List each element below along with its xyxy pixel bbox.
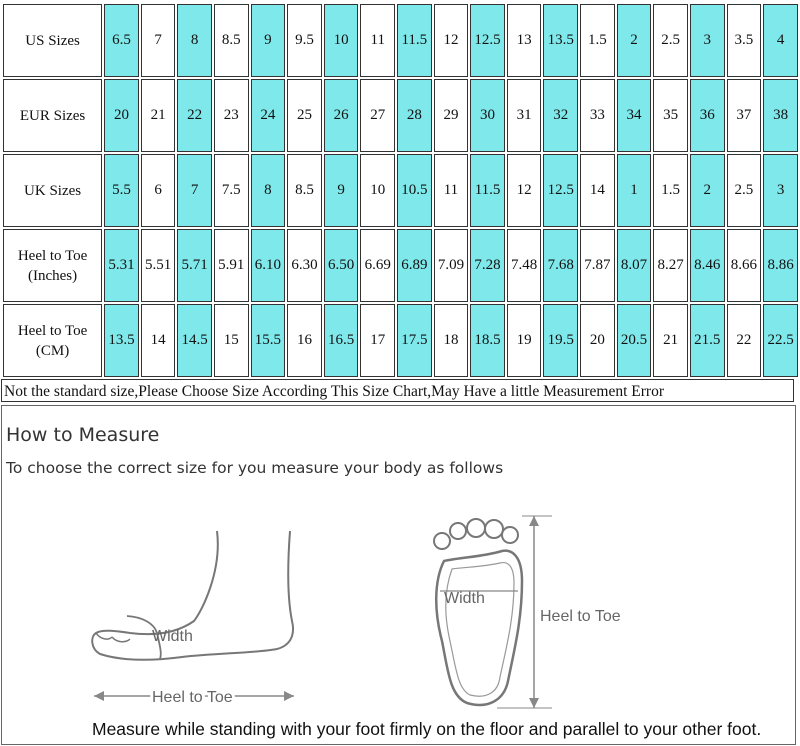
- size-cell: 6.10: [251, 229, 286, 302]
- size-cell: 32: [543, 79, 578, 152]
- size-cell: 13.5: [104, 304, 139, 377]
- size-cell: 8.5: [287, 154, 322, 227]
- toe-2: [450, 523, 466, 539]
- side-length-arrowhead-left: [94, 691, 104, 701]
- size-cell: 20: [104, 79, 139, 152]
- size-cell: 6.69: [360, 229, 395, 302]
- side-width-label: Width: [152, 628, 193, 645]
- size-cell: 22.5: [763, 304, 798, 377]
- size-cell: 37: [727, 79, 762, 152]
- size-row: [3, 154, 798, 227]
- size-cell: 21: [653, 304, 688, 377]
- row-label-line: Heel to Toe: [17, 247, 88, 264]
- size-cell: 6.89: [397, 229, 432, 302]
- size-cell: 14.5: [177, 304, 212, 377]
- row-label: [3, 229, 102, 302]
- size-cell: 8.66: [727, 229, 762, 302]
- size-row: [3, 4, 798, 77]
- sole-outline: [436, 551, 522, 705]
- size-cell: 25: [287, 79, 322, 152]
- top-length-arrowhead-down: [529, 698, 539, 708]
- size-cell: 5.51: [141, 229, 176, 302]
- row-label: [3, 79, 102, 152]
- size-cell: 2.5: [653, 4, 688, 77]
- top-width-label: Width: [444, 590, 485, 607]
- how-to-measure-title: How to Measure: [6, 424, 160, 446]
- size-cell: 17.5: [397, 304, 432, 377]
- size-cell: 13: [507, 4, 542, 77]
- size-cell: 7: [141, 4, 176, 77]
- size-cell: 36: [690, 79, 725, 152]
- size-cell: 7.87: [580, 229, 615, 302]
- size-row: [3, 79, 798, 152]
- row-label: [3, 154, 102, 227]
- size-cell: 12.5: [470, 4, 505, 77]
- size-cell: 24: [251, 79, 286, 152]
- size-cell: 20: [580, 304, 615, 377]
- size-cell: 10: [324, 4, 359, 77]
- size-cell: 3: [763, 154, 798, 227]
- size-cell: 19: [507, 304, 542, 377]
- size-cell: 2.5: [727, 154, 762, 227]
- toe-4: [485, 520, 503, 538]
- row-label-line: US Sizes: [25, 32, 80, 49]
- size-cell: 1.5: [580, 4, 615, 77]
- size-cell: 8.07: [617, 229, 652, 302]
- toe-3: [467, 519, 485, 537]
- size-cell: 1.5: [653, 154, 688, 227]
- size-cell: 8.86: [763, 229, 798, 302]
- size-cell: 35: [653, 79, 688, 152]
- size-cell: 22: [177, 79, 212, 152]
- size-cell: 4: [763, 4, 798, 77]
- row-label-line: UK Sizes: [24, 182, 82, 199]
- row-label: [3, 4, 102, 77]
- size-cell: 31: [507, 79, 542, 152]
- size-cell: 7.68: [543, 229, 578, 302]
- size-cell: 11.5: [470, 154, 505, 227]
- size-cell: 18.5: [470, 304, 505, 377]
- size-disclaimer: Not the standard size,Please Choose Size According This Size Chart,May Have a little Measurement Error: [1, 379, 794, 402]
- size-cell: 8.27: [653, 229, 688, 302]
- size-cell: 8.46: [690, 229, 725, 302]
- size-table: [1, 2, 800, 379]
- size-cell: 30: [470, 79, 505, 152]
- size-cell: 19.5: [543, 304, 578, 377]
- size-cell: 9: [324, 154, 359, 227]
- row-label-line: (Inches): [28, 267, 78, 284]
- size-cell: 8.5: [214, 4, 249, 77]
- foot-top-view-diagram: [422, 511, 672, 711]
- toe-1: [434, 533, 450, 549]
- size-cell: 17: [360, 304, 395, 377]
- size-cell: 16.5: [324, 304, 359, 377]
- size-cell: 14: [141, 304, 176, 377]
- foot-side-view-diagram: [82, 521, 322, 711]
- size-cell: 10: [360, 154, 395, 227]
- size-cell: 5.91: [214, 229, 249, 302]
- size-cell: 34: [617, 79, 652, 152]
- size-cell: 7: [177, 154, 212, 227]
- size-cell: 13.5: [543, 4, 578, 77]
- size-cell: 7.48: [507, 229, 542, 302]
- size-cell: 3: [690, 4, 725, 77]
- row-label-line: Heel to Toe: [17, 322, 88, 339]
- size-cell: 11: [434, 154, 469, 227]
- size-cell: 15: [214, 304, 249, 377]
- size-cell: 26: [324, 79, 359, 152]
- size-cell: 33: [580, 79, 615, 152]
- size-cell: 7.28: [470, 229, 505, 302]
- sole-inner-outline: [446, 563, 514, 697]
- foot-toes-line: [96, 633, 130, 642]
- size-cell: 11: [360, 4, 395, 77]
- size-cell: 23: [214, 79, 249, 152]
- size-cell: 6.30: [287, 229, 322, 302]
- size-cell: 7.09: [434, 229, 469, 302]
- size-cell: 9: [251, 4, 286, 77]
- toe-5: [502, 527, 518, 543]
- side-length-label: Heel to Toe: [152, 689, 233, 706]
- size-cell: 1: [617, 154, 652, 227]
- size-cell: 5.31: [104, 229, 139, 302]
- size-cell: 15.5: [251, 304, 286, 377]
- how-to-measure-subtitle: To choose the correct size for you measure your body as follows: [6, 459, 504, 477]
- size-row: [3, 229, 798, 302]
- top-length-label: Heel to Toe: [540, 608, 621, 625]
- size-cell: 8: [177, 4, 212, 77]
- size-cell: 12: [507, 154, 542, 227]
- size-cell: 5.5: [104, 154, 139, 227]
- size-cell: 5.71: [177, 229, 212, 302]
- measure-instruction: Measure while standing with your foot firmly on the floor and parallel to your other foot.: [92, 719, 762, 739]
- size-row: [3, 304, 798, 377]
- size-cell: 8: [251, 154, 286, 227]
- row-label-line: (CM): [35, 342, 70, 359]
- size-cell: 6.5: [104, 4, 139, 77]
- size-cell: 3.5: [727, 4, 762, 77]
- size-cell: 29: [434, 79, 469, 152]
- size-cell: 6: [141, 154, 176, 227]
- size-cell: 38: [763, 79, 798, 152]
- size-cell: 2: [690, 154, 725, 227]
- size-cell: 16: [287, 304, 322, 377]
- size-cell: 21: [141, 79, 176, 152]
- row-label-line: EUR Sizes: [19, 107, 86, 124]
- size-cell: 12: [434, 4, 469, 77]
- size-cell: 9.5: [287, 4, 322, 77]
- size-cell: 2: [617, 4, 652, 77]
- size-cell: 22: [727, 304, 762, 377]
- row-label: [3, 304, 102, 377]
- how-to-measure-panel: [1, 405, 796, 745]
- size-cell: 27: [360, 79, 395, 152]
- size-cell: 28: [397, 79, 432, 152]
- top-length-arrowhead-up: [529, 516, 539, 526]
- side-length-arrowhead-right: [284, 691, 294, 701]
- size-cell: 10.5: [397, 154, 432, 227]
- size-cell: 12.5: [543, 154, 578, 227]
- size-cell: 20.5: [617, 304, 652, 377]
- size-cell: 7.5: [214, 154, 249, 227]
- size-cell: 21.5: [690, 304, 725, 377]
- size-cell: 14: [580, 154, 615, 227]
- size-cell: 11.5: [397, 4, 432, 77]
- size-cell: 18: [434, 304, 469, 377]
- size-cell: 6.50: [324, 229, 359, 302]
